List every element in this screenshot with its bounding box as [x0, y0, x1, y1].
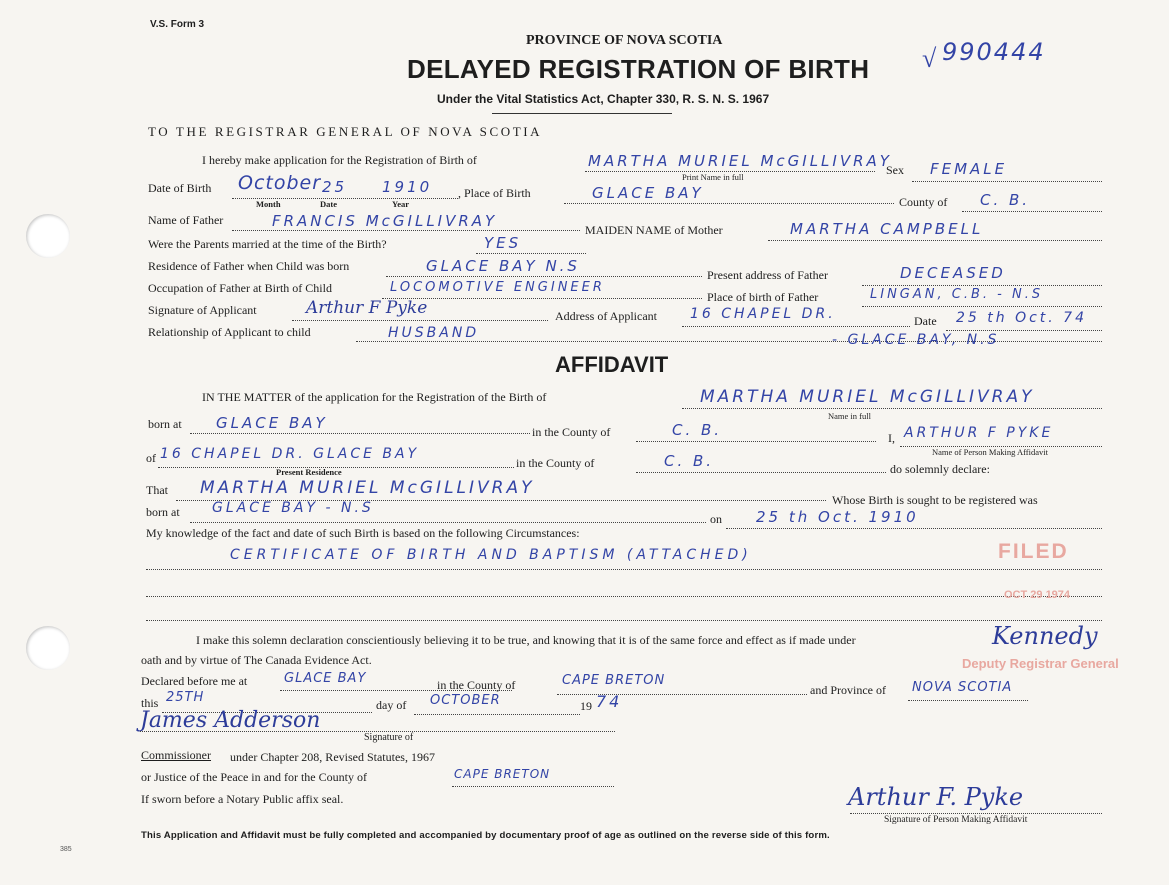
dob-label: Date of Birth: [148, 181, 212, 195]
born-at2-line: [190, 522, 706, 523]
on-label: on: [710, 512, 722, 526]
month-line: [414, 714, 580, 715]
born-at2-value: GLACE BAY - N.S: [212, 500, 374, 516]
matter-text: IN THE MATTER of the application for the Registration of the Birth of: [202, 390, 547, 404]
father-value: FRANCIS McGILLIVRAY: [272, 212, 498, 230]
dob-day: 25: [322, 178, 348, 196]
county-label: County of: [899, 195, 948, 209]
print-name-caption: Print Name in full: [682, 172, 744, 182]
residence-value: GLACE BAY N.S: [426, 257, 580, 275]
declaration-line2: oath and by virtue of The Canada Evidence Act.: [141, 653, 372, 667]
occupation-line: [382, 298, 702, 299]
residence-line: [386, 276, 702, 277]
to-registrar-line: TO THE REGISTRAR GENERAL OF NOVA SCOTIA: [148, 124, 543, 139]
circumstances-line2: [146, 596, 1102, 597]
applicant-address-value: 16 CHAPEL DR.: [690, 306, 836, 322]
punch-hole: [26, 214, 70, 258]
born-at2-label: born at: [146, 505, 180, 519]
applicant-address-line: [682, 326, 910, 327]
sought-text: Whose Birth is sought to be registered was: [832, 493, 1038, 507]
province-label: and Province of: [810, 683, 886, 697]
father-birthplace-label: Place of birth of Father: [707, 290, 819, 304]
present-address-value: DECEASED: [900, 264, 1006, 282]
day-of-label: day of: [376, 698, 407, 712]
sex-line: [912, 181, 1102, 182]
date-value: 25 th Oct. 74: [956, 310, 1087, 326]
residence-label: Residence of Father when Child was born: [148, 259, 350, 273]
present-address-line: [862, 285, 1102, 286]
married-label: Were the Parents married at the time of the Birth?: [148, 237, 387, 251]
province-line: [908, 700, 1028, 701]
circumstances-line3: [146, 620, 1102, 621]
solemnly-declare: do solemnly declare:: [890, 462, 990, 476]
present-residence-caption: Present Residence: [276, 467, 342, 477]
commissioner-rest: under Chapter 208, Revised Statutes, 1967: [230, 750, 435, 764]
filed-date-stamp: OCT 29 1974: [1004, 589, 1071, 601]
sex-value: FEMALE: [930, 160, 1008, 178]
married-value: YES: [484, 234, 522, 252]
on-date-value: 25 th Oct. 1910: [756, 508, 919, 526]
affidavit-county2-label: in the County of: [516, 456, 595, 470]
month-value: OCTOBER: [430, 693, 501, 708]
check-mark-icon: √: [922, 44, 937, 73]
declarant-signature: Arthur F. Pyke: [848, 783, 1024, 811]
applicant-signature: Arthur F Pyke: [306, 298, 428, 318]
sex-label: Sex: [886, 163, 904, 177]
print-code: 385: [60, 846, 72, 853]
place-line: [564, 203, 894, 204]
married-line: [476, 253, 586, 254]
mother-value: MARTHA CAMPBELL: [790, 220, 984, 238]
born-at-line: [190, 433, 530, 434]
date-caption: Date: [320, 199, 337, 209]
present-address-label: Present address of Father: [707, 268, 828, 282]
commissioner-label: Commissioner: [141, 748, 212, 762]
circumstances-line1: [146, 569, 1102, 570]
declared-county-line: [557, 694, 807, 695]
place-value: GLACE BAY: [592, 184, 704, 202]
footer-note: This Application and Affidavit must be fully completed and accompanied by documentary proof of age as outlined on the reverse side of this form.: [141, 830, 830, 841]
i-label: I,: [888, 431, 895, 445]
justice-county-value: CAPE BRETON: [454, 767, 551, 781]
declarant-signature-line: [850, 813, 1102, 814]
province-value: NOVA SCOTIA: [912, 680, 1013, 695]
year-value: 74: [596, 692, 623, 711]
applicant-address-label: Address of Applicant: [555, 309, 657, 323]
affidavit-county2-line: [636, 472, 886, 473]
affidavit-child-line: [682, 408, 1102, 409]
punch-hole: [26, 626, 70, 670]
declarant-caption: Name of Person Making Affidavit: [932, 447, 1048, 457]
child-name-value: MARTHA MURIEL McGILLIVRAY: [588, 152, 892, 170]
of-label: of: [146, 451, 156, 465]
declared-county-value: CAPE BRETON: [562, 673, 666, 688]
mother-line: [768, 240, 1102, 241]
subtitle-rule: [492, 113, 672, 114]
affidavit-heading: AFFIDAVIT: [555, 352, 669, 377]
affidavit-county-label: in the County of: [532, 425, 611, 439]
year-prefix: 19: [580, 699, 592, 713]
signature-of-caption: Signature of: [364, 732, 414, 743]
county-value: C. B.: [980, 191, 1031, 209]
mother-label: MAIDEN NAME of Mother: [585, 223, 723, 237]
father-birthplace-value: LINGAN, C.B. - N.S: [870, 287, 1044, 302]
occupation-label: Occupation of Father at Birth of Child: [148, 281, 332, 295]
registrar-signature: Kennedy: [992, 622, 1098, 650]
occupation-value: LOCOMOTIVE ENGINEER: [390, 280, 605, 295]
affidavit-child-name: MARTHA MURIEL McGILLIVRAY: [700, 387, 1035, 407]
father-label: Name of Father: [148, 213, 224, 227]
declarant-signature-caption: Signature of Person Making Affidavit: [884, 815, 1028, 825]
name-in-full-caption: Name in full: [828, 411, 871, 421]
father-birthplace-line: [862, 306, 1102, 307]
relationship-label: Relationship of Applicant to child: [148, 325, 311, 339]
dob-year: 1910: [382, 178, 433, 196]
residence-affidavit-value: 16 CHAPEL DR. GLACE BAY: [160, 446, 420, 462]
place-label: , Place of Birth: [458, 186, 531, 200]
born-at-label: born at: [148, 417, 182, 431]
commissioner-signature: James Adderson: [140, 708, 321, 733]
affidavit-county-line: [636, 441, 876, 442]
justice-text: or Justice of the Peace in and for the County of: [141, 770, 367, 784]
born-at-value: GLACE BAY: [216, 414, 328, 432]
affidavit-county-value: C. B.: [672, 421, 723, 439]
month-caption: Month: [256, 199, 281, 209]
registration-number: 990444: [942, 38, 1046, 66]
relationship-value: HUSBAND: [388, 325, 480, 341]
province-header: PROVINCE OF NOVA SCOTIA: [526, 33, 723, 48]
declared-county-label: in the County of: [437, 678, 516, 692]
application-intro: I hereby make application for the Registration of Birth of: [202, 153, 477, 167]
this-label: this: [141, 696, 159, 710]
form-id: V.S. Form 3: [150, 19, 205, 30]
circumstances-value: CERTIFICATE OF BIRTH AND BAPTISM (ATTACHED): [230, 547, 752, 563]
father-line: [232, 230, 580, 231]
that-label: That: [146, 483, 168, 497]
on-date-line: [726, 528, 1102, 529]
declaration-line1: I make this solemn declaration conscientiously believing it to be true, and knowing that it is of the same force and effect as if made under: [196, 633, 856, 647]
declared-label: Declared before me at: [141, 674, 248, 688]
this-day-value: 25TH: [166, 690, 205, 705]
that-name-value: MARTHA MURIEL McGILLIVRAY: [200, 478, 535, 498]
affidavit-county2-value: C. B.: [664, 452, 715, 470]
document-subtitle: Under the Vital Statistics Act, Chapter 330, R. S. N. S. 1967: [437, 92, 770, 106]
date-label: Date: [914, 314, 937, 328]
dob-month: October: [238, 172, 322, 194]
document-title: DELAYED REGISTRATION OF BIRTH: [407, 54, 870, 84]
declared-at-value: GLACE BAY: [284, 671, 367, 686]
applicant-signature-line: [292, 320, 548, 321]
applicant-address-line2: - GLACE BAY, N.S: [832, 332, 1000, 348]
filed-stamp: FILED: [998, 540, 1069, 563]
year-caption: Year: [392, 199, 409, 209]
date-line: [946, 330, 1102, 331]
justice-county-line: [452, 786, 614, 787]
county-line: [962, 211, 1102, 212]
declarant-value: ARTHUR F PYKE: [904, 425, 1054, 441]
knowledge-text: My knowledge of the fact and date of such Birth is based on the following Circumstances:: [146, 526, 580, 540]
notary-text: If sworn before a Notary Public affix seal.: [141, 792, 344, 806]
applicant-signature-label: Signature of Applicant: [148, 303, 257, 317]
registrar-title-stamp: Deputy Registrar General: [962, 656, 1119, 671]
